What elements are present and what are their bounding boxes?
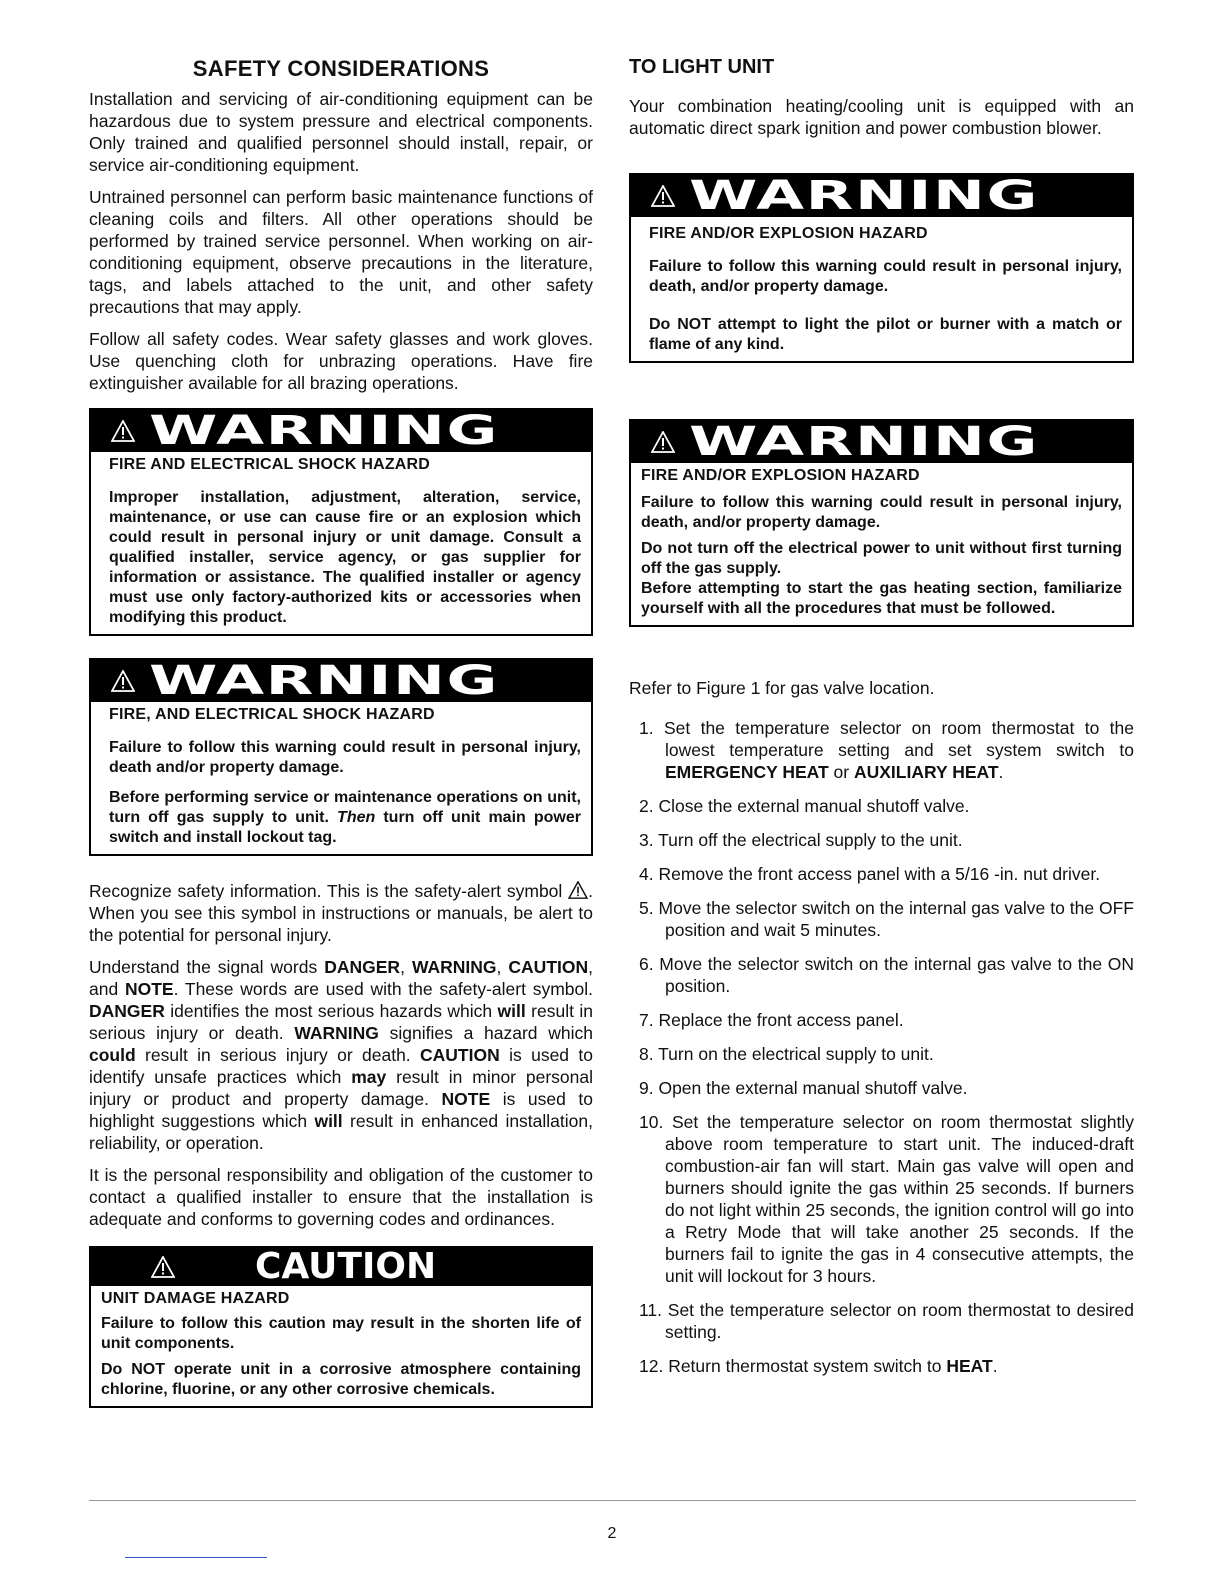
list-item: 2. Close the external manual shutoff valve. [639, 796, 970, 816]
signal-word: WARNING [149, 658, 499, 704]
warning-box-explosion-1 [629, 173, 1134, 363]
hazard-title: FIRE, AND ELECTRICAL SHOCK HAZARD [109, 706, 435, 723]
page-number: 2 [607, 1525, 617, 1542]
intro-paragraph-3: Follow all safety codes. Wear safety glasses and work gloves. Use quenching cloth for unbrazing operations. Have fire extinguisher available for all brazing operations. [89, 329, 593, 393]
warning-banner [631, 175, 1132, 217]
signal-word: CAUTION [255, 1246, 437, 1287]
warning-banner [91, 410, 591, 452]
safety-title: SAFETY CONSIDERATIONS [192, 56, 490, 81]
warning-box-service [89, 658, 593, 856]
recognize-paragraph: Recognize safety information. This is the safety-alert symbol . When you see this symbol in instructions or manuals, be alert to the potential for personal injury. [89, 881, 593, 945]
left-column [89, 52, 593, 1408]
alert-triangle-icon [651, 431, 675, 453]
warning-text-1: Failure to follow this warning could result in personal injury, death and/or property damage. [109, 739, 581, 776]
signal-words-paragraph: Understand the signal words DANGER, WARNING, CAUTION, and NOTE. These words are used with the safety-alert symbol. DANGER identifies the most serious hazards which will result in serious injury or death. WARNING signifies a hazard which could result in serious injury or death. CAUTION is used to identify unsafe practices which may result in minor personal injury or product and property damage. NOTE is used to highlight suggestions which will result in enhanced installation, reliability, or operation. [89, 957, 593, 1153]
list-item: 9. Open the external manual shutoff valve. [639, 1078, 968, 1098]
warning-text-3: Before attempting to start the gas heating section, familiarize yourself with all the procedures that must be followed. [641, 580, 1122, 617]
hazard-title: FIRE AND/OR EXPLOSION HAZARD [641, 467, 920, 484]
warning-text-2: Before performing service or maintenance operations on unit, turn off gas supply to unit. Then turn off unit main power switch and install lockout tag. [109, 789, 582, 846]
intro-paragraph-1: Installation and servicing of air-conditioning equipment can be hazardous due to system pressure and electrical components. Only trained and qualified personnel should install, repair, or service air-conditioning equipment. [89, 89, 593, 175]
list-item: 12. Return thermostat system switch to HEAT. [639, 1356, 998, 1376]
light-unit-title: TO LIGHT UNIT [629, 56, 775, 78]
list-item: 1. Set the temperature selector on room thermostat to the lowest temperature setting and set system switch to EMERGENCY HEAT or AUXILIARY HEAT. [639, 718, 1134, 782]
list-item: 5. Move the selector switch on the internal gas valve to the OFF position and wait 5 minutes. [639, 898, 1134, 940]
footer-rule [89, 1500, 1136, 1501]
alert-triangle-icon [651, 185, 675, 207]
list-item: 3. Turn off the electrical supply to the unit. [639, 830, 963, 850]
warning-text-1: Failure to follow this warning could result in personal injury, death, and/or property damage. [649, 258, 1122, 295]
list-item: 10. Set the temperature selector on room thermostat slightly above room temperature to start unit. The induced-draft combustion-air fan will start. Main gas valve will open and burners should ignite the gas within 25 seconds. If burners do not light within 25 seconds, the ignition control will go into a Retry Mode that will take another 25 seconds. If the burners fail to ignite the gas in 4 consecutive attempts, the unit will lockout for 3 hours. [639, 1112, 1134, 1286]
footer-link-line [125, 1557, 267, 1558]
hazard-title: FIRE AND/OR EXPLOSION HAZARD [649, 225, 928, 242]
caution-text-1: Failure to follow this caution may result in the shorten life of unit components. [101, 1315, 581, 1352]
list-item: 8. Turn on the electrical supply to unit. [639, 1044, 934, 1064]
caution-banner [91, 1248, 591, 1286]
safety-alert-icon [568, 881, 588, 899]
responsibility-paragraph: It is the personal responsibility and obligation of the customer to contact a qualified installer to ensure that the installation is adequate and conforms to governing codes and ordinances. [89, 1165, 593, 1229]
right-column [629, 52, 1134, 1389]
caution-box [89, 1246, 593, 1408]
warning-text-1: Failure to follow this warning could result in personal injury, death, and/or property damage. [641, 494, 1122, 531]
warning-box-shock [89, 408, 593, 636]
signal-word: WARNING [149, 408, 499, 454]
hazard-title: FIRE AND ELECTRICAL SHOCK HAZARD [109, 456, 431, 473]
warning-banner [631, 421, 1132, 463]
alert-triangle-icon [151, 1256, 175, 1278]
list-item: 7. Replace the front access panel. [639, 1010, 904, 1030]
list-item: 4. Remove the front access panel with a 5/16 -in. nut driver. [639, 864, 1101, 884]
signal-word: WARNING [689, 419, 1039, 465]
light-unit-intro: Your combination heating/cooling unit is equipped with an automatic direct spark ignition and power combustion blower. [629, 96, 1134, 138]
alert-triangle-icon [111, 420, 135, 442]
intro-paragraph-2: Untrained personnel can perform basic maintenance functions of cleaning coils and filters. All other operations should be performed by trained service personnel. When working on air-conditioning equipment, observe precautions in the literature, tags, and labels attached to the unit, and other safety precautions that may apply. [89, 187, 593, 317]
hazard-title: UNIT DAMAGE HAZARD [101, 1290, 290, 1307]
warning-banner [91, 660, 591, 702]
alert-triangle-icon [111, 670, 135, 692]
lighting-steps [629, 717, 1134, 1377]
caution-text-2: Do NOT operate unit in a corrosive atmosphere containing chlorine, fluorine, or any other corrosive chemicals. [101, 1361, 581, 1398]
list-item: 6. Move the selector switch on the internal gas valve to the ON position. [639, 954, 1134, 996]
warning-text-2: Do not turn off the electrical power to unit without first turning off the gas supply. [641, 540, 1122, 577]
list-item: 11. Set the temperature selector on room thermostat to desired setting. [639, 1300, 1134, 1342]
refer-figure-text: Refer to Figure 1 for gas valve location. [629, 678, 935, 698]
signal-word: WARNING [689, 173, 1039, 219]
warning-text-2: Do NOT attempt to light the pilot or burner with a match or flame of any kind. [649, 316, 1122, 353]
warning-text: Improper installation, adjustment, alteration, service, maintenance, or use can cause fire or an explosion which could result in personal injury or unit damage. Consult a qualified installer, service agency, or gas supplier for information or assistance. The qualified installer or agency must use only factory-authorized kits or accessories when modifying this product. [109, 489, 581, 626]
warning-box-explosion-2 [629, 419, 1134, 627]
